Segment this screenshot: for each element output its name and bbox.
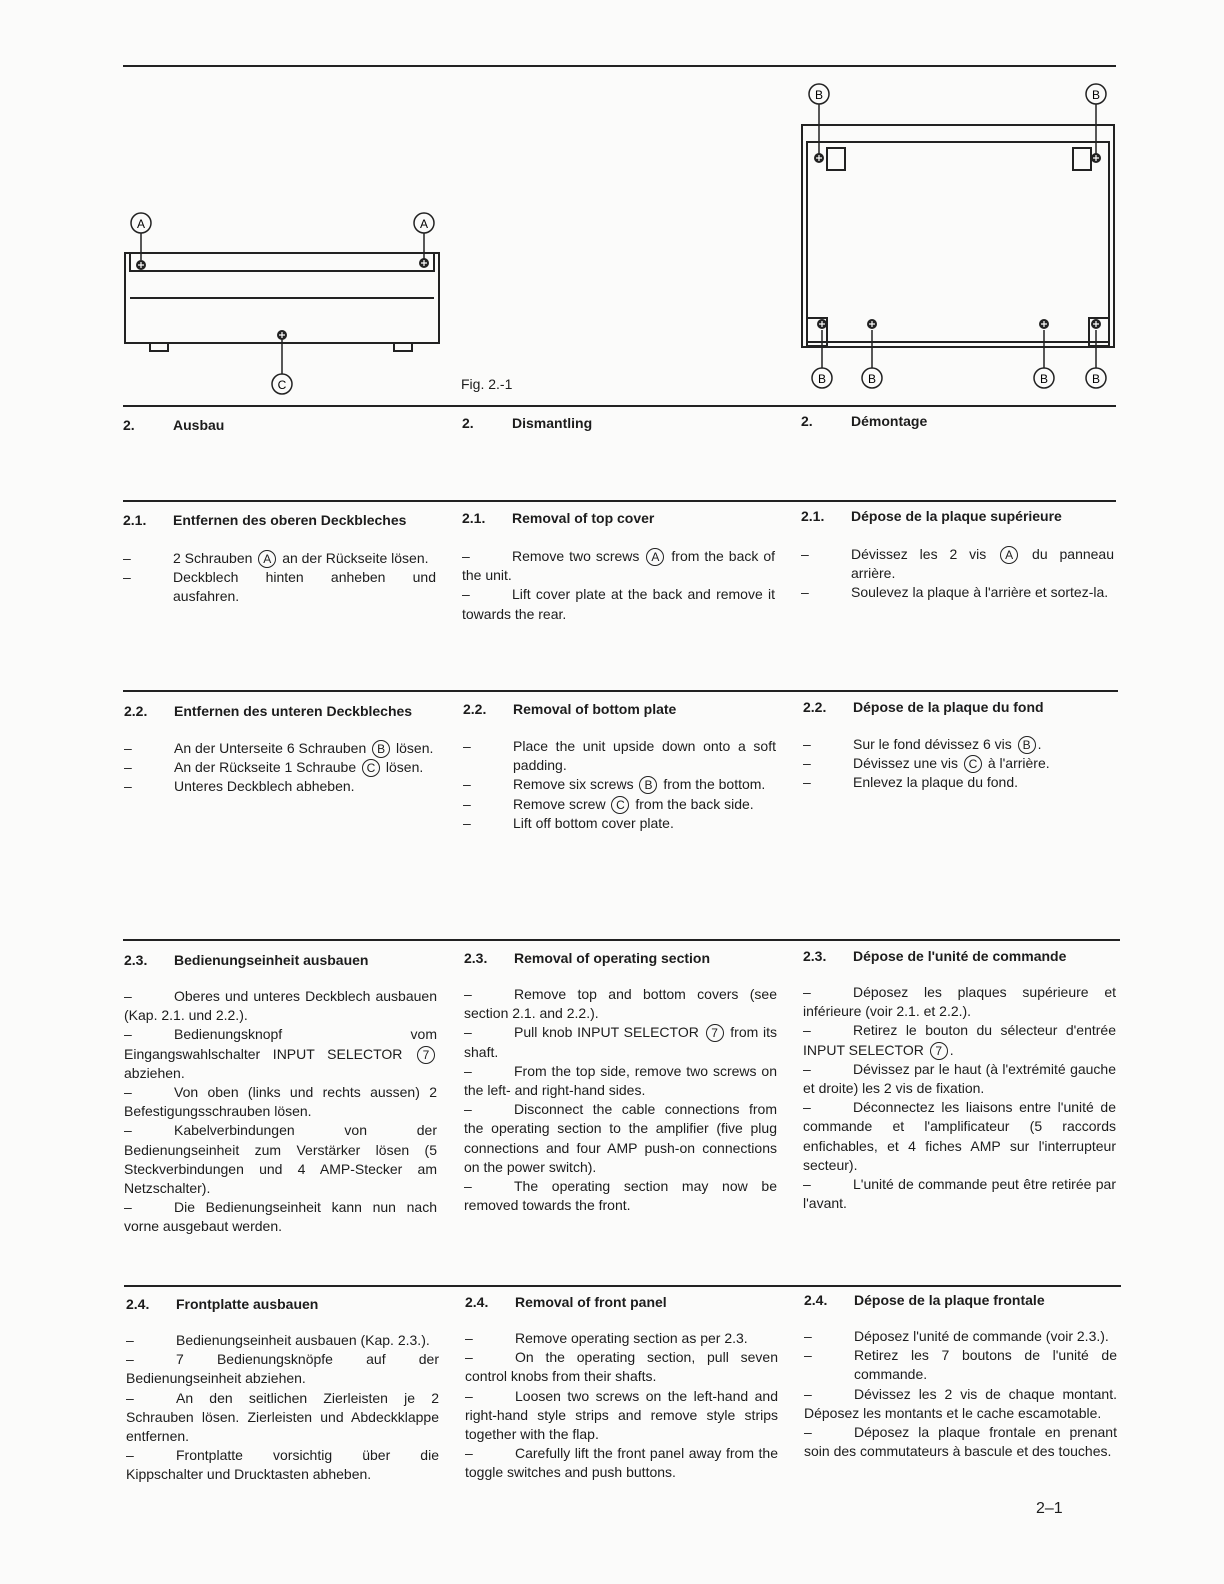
list-item: – An der Rückseite 1 Schraube C lösen. bbox=[124, 759, 424, 776]
section-rule bbox=[123, 690, 1118, 692]
section-heading-de: 2.1. Entfernen des oberen Deckbleches bbox=[123, 512, 407, 528]
section-rule bbox=[124, 1285, 1121, 1287]
text-column-fr bbox=[804, 1327, 1117, 1461]
list-item: – Deckblech hinten anheben und ausfahren. bbox=[123, 569, 436, 605]
list-item: – Remove two screws A from the back of the unit. bbox=[462, 548, 776, 584]
section-rule bbox=[123, 500, 1116, 502]
list-item: – From the top side, remove two screws on the left- and right-hand sides. bbox=[464, 1062, 777, 1099]
list-item: – Remove screw C from the back side. bbox=[463, 795, 754, 812]
section-heading-fr: 2. Démontage bbox=[801, 413, 928, 429]
section-heading-de: 2.3. Bedienungseinheit ausbauen bbox=[124, 952, 369, 968]
list-item: – Die Bedienungseinheit kann nun nach vorne ausgebaut werden. bbox=[124, 1199, 437, 1235]
list-item: – Von oben (links und rechts aussen) 2 Befestigungsschrauben lösen. bbox=[124, 1084, 437, 1120]
section-heading-de: 2.2. Entfernen des unteren Deckbleches bbox=[124, 703, 413, 719]
list-item: – Kabelverbindungen von der Bedienungseinheit zum Verstärker lösen (5 Steckverbindungen und 4 AMP-Stecker am Netzschalter). bbox=[124, 1122, 437, 1197]
callout-label: C bbox=[277, 378, 287, 392]
list-item: – L'unité de commande peut être retirée par l'avant. bbox=[803, 1176, 1116, 1212]
list-item: – Place the unit upside down onto a soft padding. bbox=[463, 738, 776, 774]
callout-label: B bbox=[1091, 88, 1101, 102]
list-item: – Remove operating section as per 2.3. bbox=[465, 1330, 748, 1346]
list-item: – Soulevez la plaque à l'arrière et sortez-la. bbox=[801, 584, 1109, 601]
list-item: – 7 Bedienungsknöpfe auf der Bedienungseinheit abziehen. bbox=[126, 1351, 439, 1387]
callout-label: B bbox=[817, 372, 827, 386]
callout-label: B bbox=[1039, 372, 1049, 386]
list-item: – Carefully lift the front panel away from the toggle switches and push buttons. bbox=[465, 1445, 778, 1481]
list-item: – Déposez la plaque frontale en prenant soin des commutateurs à bascule et des touches. bbox=[804, 1424, 1117, 1460]
section-heading-en: 2.3. Removal of operating section bbox=[464, 950, 711, 966]
list-item: – Dévissez par le haut (à l'extrémité gauche et droite) les 2 vis de fixation. bbox=[803, 1060, 1116, 1097]
page-number: 2–1 bbox=[1036, 1500, 1063, 1517]
text-column-de bbox=[123, 549, 436, 607]
text-column-fr bbox=[803, 735, 1116, 793]
list-item: – Dévissez les 2 vis de chaque montant. Déposez les montants et le cache escamotable. bbox=[804, 1385, 1117, 1421]
text-column-fr bbox=[803, 983, 1116, 1213]
bottom-view-diagram bbox=[795, 80, 1125, 400]
list-item: – Pull knob INPUT SELECTOR 7 from its shaft. bbox=[464, 1024, 778, 1060]
section-heading-en: 2.4. Removal of front panel bbox=[465, 1294, 667, 1310]
text-column-en bbox=[465, 1329, 778, 1483]
list-item: – An den seitlichen Zierleisten je 2 Schrauben lösen. Zierleisten und Abdeckklappe entfernen. bbox=[126, 1389, 439, 1445]
callout-label: B bbox=[1091, 372, 1101, 386]
list-item: – Déposez l'unité de commande (voir 2.3.). bbox=[804, 1328, 1109, 1344]
section-heading-fr: 2.3. Dépose de l'unité de commande bbox=[803, 948, 1067, 964]
list-item: – Frontplatte vorsichtig über die Kippschalter und Drucktasten abheben. bbox=[126, 1447, 439, 1483]
top-rule bbox=[123, 65, 1116, 67]
list-item: – Retirez les 7 boutons de l'unité de commande. bbox=[804, 1347, 1117, 1383]
list-item: – Lift off bottom cover plate. bbox=[463, 814, 674, 831]
list-item: – Dévissez les 2 vis A du panneau arrière. bbox=[801, 546, 1114, 582]
front-view-diagram bbox=[110, 200, 455, 400]
list-item: – Bedienungseinheit ausbauen (Kap. 2.3.). bbox=[126, 1332, 430, 1348]
list-item: – An der Unterseite 6 Schrauben B lösen. bbox=[124, 740, 434, 756]
section-heading-en: 2. Dismantling bbox=[462, 415, 593, 431]
section-heading-fr: 2.2. Dépose de la plaque du fond bbox=[803, 699, 1044, 715]
callout-label: A bbox=[419, 217, 429, 231]
list-item: – Sur le fond dévissez 6 vis B . bbox=[803, 736, 1042, 752]
callout-label: A bbox=[136, 217, 146, 231]
figure-caption: Fig. 2.-1 bbox=[461, 376, 513, 392]
text-column-de bbox=[124, 987, 437, 1237]
list-item: – Oberes und unteres Deckblech ausbauen (Kap. 2.1. und 2.2.). bbox=[124, 988, 437, 1024]
list-item: – Loosen two screws on the left-hand and right-hand style strips and remove style strips together with the flap. bbox=[465, 1387, 778, 1443]
text-column-de bbox=[126, 1331, 439, 1485]
list-item: – Déconnectez les liaisons entre l'unité de commande et l'amplificateur (5 raccords enfichables, et 4 fiches AMP sur l'interrupteur secteur). bbox=[803, 1099, 1116, 1173]
section-heading-de: 2. Ausbau bbox=[123, 417, 225, 433]
section-rule bbox=[123, 939, 1120, 941]
callout-label: B bbox=[867, 372, 877, 386]
list-item: – The operating section may now be removed towards the front. bbox=[464, 1178, 777, 1214]
list-item: – Déposez les plaques supérieure et inférieure (voir 2.1. et 2.2.). bbox=[803, 984, 1116, 1020]
text-column-de bbox=[124, 739, 437, 797]
list-item: – Lift cover plate at the back and remove it towards the rear. bbox=[462, 586, 775, 622]
section-rule bbox=[123, 405, 1116, 407]
text-column-fr bbox=[801, 545, 1114, 603]
list-item: – Remove top and bottom covers (see section 2.1. and 2.2.). bbox=[464, 986, 777, 1022]
section-heading-fr: 2.4. Dépose de la plaque frontale bbox=[804, 1292, 1045, 1308]
section-heading-de: 2.4. Frontplatte ausbauen bbox=[126, 1296, 319, 1312]
list-item: – 2 Schrauben A an der Rückseite lösen. bbox=[123, 550, 429, 566]
list-item: – Enlevez la plaque du fond. bbox=[803, 774, 1019, 791]
text-column-en bbox=[464, 985, 777, 1215]
section-heading-en: 2.2. Removal of bottom plate bbox=[463, 701, 677, 717]
list-item: – On the operating section, pull seven control knobs from their shafts. bbox=[465, 1349, 778, 1385]
list-item: – Disconnect the cable connections from the operating section to the amplifier (five plug connections and four AMP push-on connections on the power switch). bbox=[464, 1101, 777, 1175]
callout-label: B bbox=[814, 88, 824, 102]
list-item: – Dévissez une vis C à l'arrière. bbox=[803, 755, 1050, 772]
text-column-en bbox=[463, 737, 776, 833]
list-item: – Bedienungsknopf vom Eingangswahlschalter INPUT SELECTOR 7 abziehen. bbox=[124, 1026, 437, 1081]
list-item: – Remove six screws B from the bottom. bbox=[463, 776, 766, 793]
list-item: – Retirez le bouton du sélecteur d'entrée INPUT SELECTOR 7 . bbox=[803, 1022, 1116, 1058]
list-item: – Unteres Deckblech abheben. bbox=[124, 778, 355, 795]
section-heading-en: 2.1. Removal of top cover bbox=[462, 510, 655, 526]
text-column-en bbox=[462, 547, 775, 624]
section-heading-fr: 2.1. Dépose de la plaque supérieure bbox=[801, 508, 1062, 524]
